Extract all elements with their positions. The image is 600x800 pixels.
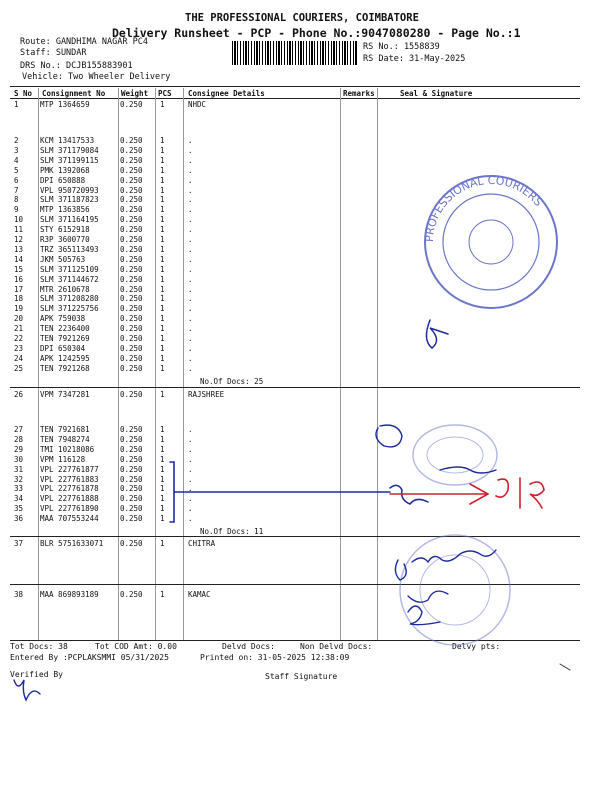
cell-sno: 3 — [14, 145, 19, 155]
cell-cno: DPI 650304 — [40, 343, 86, 353]
cell-weight: 0.250 — [120, 494, 143, 504]
staff-signature-label: Staff Signature — [265, 672, 338, 681]
cell-cno: SLM 371187823 — [40, 195, 99, 205]
cell-weight: 0.250 — [120, 474, 143, 484]
cell-pcs: 1 — [160, 294, 165, 304]
cell-pcs: 1 — [160, 205, 165, 215]
cell-weight: 0.250 — [120, 254, 143, 264]
cell-weight: 0.250 — [120, 165, 143, 175]
cell-dot: . — [188, 175, 193, 185]
cell-dot: . — [188, 185, 193, 195]
runsheet-title: Delivery Runsheet - PCP - Phone No.:9047080280 - Page No.:1 — [112, 26, 521, 40]
cell-sno: 11 — [14, 225, 24, 235]
total-cod: Tot COD Amt: 0.00 — [95, 642, 177, 651]
cell-sno: 33 — [14, 484, 24, 494]
cell-dot: . — [188, 136, 193, 145]
cell-dot: . — [188, 274, 193, 284]
cell-cno: TEN 2236400 — [40, 324, 90, 334]
cell-weight: 0.250 — [120, 155, 143, 165]
cell-cno: TEN 7948274 — [40, 434, 90, 444]
table-row: 37 BLR 5751633071 0.250 1 CHITRA — [14, 539, 216, 548]
stamp-text: PROFESSIONAL COURIERS — [422, 173, 545, 243]
cell-weight: 0.250 — [120, 514, 143, 524]
cell-pcs: 1 — [160, 504, 165, 514]
cell-cno: VPL 227761890 — [40, 504, 99, 514]
total-docs: Tot Docs: 38 — [10, 642, 68, 651]
cell-weight: 0.250 — [120, 334, 143, 343]
cell-dot: . — [188, 155, 193, 165]
cell-sno: 2 — [14, 136, 19, 145]
cell-dot: . — [188, 454, 193, 464]
cell-sno: 17 — [14, 284, 24, 294]
rs-number: RS No.: 1558839 — [363, 42, 440, 52]
cell-weight: 0.250 — [120, 304, 143, 314]
cell-dot: . — [188, 195, 193, 205]
cell-sno: 31 — [14, 464, 24, 474]
cell-weight: 0.250 — [120, 434, 143, 444]
cell-sno: 36 — [14, 514, 24, 524]
cell-sno: 34 — [14, 494, 24, 504]
cell-weight: 0.250 — [120, 484, 143, 494]
cell-pcs: 1 — [160, 324, 165, 334]
rs-date: RS Date: 31-May-2025 — [363, 54, 466, 64]
cell-dot: . — [188, 363, 193, 373]
cell-pcs: 1 — [160, 244, 165, 254]
cell-sno: 10 — [14, 215, 24, 225]
cell-dot: . — [188, 514, 193, 524]
cell-dot: . — [188, 294, 193, 304]
cell-dot: . — [188, 244, 193, 254]
cell-cno: VPL 227761883 — [40, 474, 99, 484]
cell-pcs: 1 — [160, 274, 165, 284]
cell-cno: KCM 13417533 — [40, 136, 95, 145]
cell-weight: 0.250 — [120, 185, 143, 195]
cell-cno: JKM 505763 — [40, 254, 86, 264]
cell-sno: 24 — [14, 353, 24, 363]
cell-cno: STY 6152918 — [40, 225, 90, 235]
printed-on: Printed on: 31-05-2025 12:38:09 — [200, 653, 350, 662]
cell-weight: 0.250 — [120, 264, 143, 274]
vehicle: Vehicle: Two Wheeler Delivery — [22, 72, 171, 82]
cell-weight: 0.250 — [120, 363, 143, 373]
cell-cno: SLM 371225756 — [40, 304, 99, 314]
cell-cno: TMI 10218086 — [40, 444, 95, 454]
cell-dot: . — [188, 353, 193, 363]
cell-pcs: 1 — [160, 494, 165, 504]
cell-dot: . — [188, 284, 193, 294]
cell-pcs: 1 — [160, 264, 165, 274]
cell-cno: R3P 3600770 — [40, 235, 90, 244]
cell-pcs: 1 — [160, 464, 165, 474]
cell-dot: . — [188, 444, 193, 454]
table-row: 26 VPM 7347281 0.250 1 RAJSHREE — [14, 390, 225, 399]
cell-weight: 0.250 — [120, 136, 143, 145]
cell-weight: 0.250 — [120, 274, 143, 284]
cell-sno: 29 — [14, 444, 24, 454]
cell-pcs: 1 — [160, 314, 165, 324]
cell-pcs: 1 — [160, 254, 165, 264]
company-title: THE PROFESSIONAL COURIERS, COIMBATORE — [185, 12, 419, 24]
cell-weight: 0.250 — [120, 284, 143, 294]
cell-sno: 6 — [14, 175, 19, 185]
cell-sno: 12 — [14, 235, 24, 244]
col-pcs: PCS — [158, 89, 172, 98]
stamp-seal — [423, 174, 557, 308]
cell-cno: VPL 227761888 — [40, 494, 99, 504]
cell-weight: 0.250 — [120, 425, 143, 434]
cell-cno: VPL 227761877 — [40, 464, 99, 474]
cell-dot: . — [188, 235, 193, 244]
cell-weight: 0.250 — [120, 225, 143, 235]
cell-weight: 0.250 — [120, 244, 143, 254]
cell-weight: 0.250 — [120, 324, 143, 334]
cell-weight: 0.250 — [120, 504, 143, 514]
cell-pcs: 1 — [160, 484, 165, 494]
cell-weight: 0.250 — [120, 195, 143, 205]
cell-pcs: 1 — [160, 454, 165, 464]
cell-dot: . — [188, 225, 193, 235]
cell-sno: 16 — [14, 274, 24, 284]
cell-weight: 0.250 — [120, 145, 143, 155]
cell-sno: 7 — [14, 185, 19, 195]
table-row: 38 MAA 869893189 0.250 1 KAMAC — [14, 590, 211, 599]
cell-pcs: 1 — [160, 284, 165, 294]
table-row: 1 MTP 1364659 0.250 1 NHDC — [14, 100, 207, 109]
cell-sno: 28 — [14, 434, 24, 444]
cell-pcs: 1 — [160, 363, 165, 373]
cell-sno: 4 — [14, 155, 19, 165]
cell-pcs: 1 — [160, 145, 165, 155]
delivered-docs: Delvd Docs: — [222, 642, 275, 651]
cell-pcs: 1 — [160, 434, 165, 444]
cell-sno: 22 — [14, 334, 24, 343]
cell-cno: TEN 7921269 — [40, 334, 90, 343]
handwriting — [14, 320, 570, 700]
cell-dot: . — [188, 504, 193, 514]
cell-pcs: 1 — [160, 425, 165, 434]
cell-weight: 0.250 — [120, 343, 143, 353]
entered-by: Entered By :PCPLAKSMMI 05/31/2025 — [10, 653, 169, 662]
cell-cno: VPM 116128 — [40, 454, 86, 464]
cell-pcs: 1 — [160, 165, 165, 175]
cell-pcs: 1 — [160, 514, 165, 524]
cell-dot: . — [188, 334, 193, 343]
cell-cno: SLM 371179084 — [40, 145, 99, 155]
cell-sno: 19 — [14, 304, 24, 314]
cell-dot: . — [188, 434, 193, 444]
cell-pcs: 1 — [160, 136, 165, 145]
cell-dot: . — [188, 464, 193, 474]
cell-sno: 14 — [14, 254, 24, 264]
cell-cno: TEN 7921681 — [40, 425, 90, 434]
cell-dot: . — [188, 215, 193, 225]
cell-dot: . — [188, 324, 193, 334]
svg-text:PROFESSIONAL COURIERS — [423, 174, 545, 242]
cell-cno: SLM 371208280 — [40, 294, 99, 304]
cell-weight: 0.250 — [120, 314, 143, 324]
cell-pcs: 1 — [160, 225, 165, 235]
staff: Staff: SUNDAR — [20, 48, 87, 58]
cell-sno: 23 — [14, 343, 24, 353]
cell-sno: 35 — [14, 504, 24, 514]
cell-cno: PMK 1392068 — [40, 165, 90, 175]
cell-cno: APK 759038 — [40, 314, 86, 324]
cell-dot: . — [188, 165, 193, 175]
cell-dot: . — [188, 474, 193, 484]
cell-cno: DPI 650888 — [40, 175, 86, 185]
cell-sno: 13 — [14, 244, 24, 254]
stamp-seal-faint — [400, 425, 510, 645]
cell-weight: 0.250 — [120, 454, 143, 464]
cell-cno: TRZ 365113493 — [40, 244, 99, 254]
cell-dot: . — [188, 425, 193, 434]
cell-pcs: 1 — [160, 175, 165, 185]
cell-cno: TEN 7921268 — [40, 363, 90, 373]
drs-number: DRS No.: DCJB155883901 — [20, 61, 133, 71]
cell-dot: . — [188, 343, 193, 353]
cell-pcs: 1 — [160, 353, 165, 363]
cell-sno: 15 — [14, 264, 24, 274]
cell-pcs: 1 — [160, 304, 165, 314]
cell-sno: 25 — [14, 363, 24, 373]
cell-cno: MTP 1363856 — [40, 205, 90, 215]
col-remarks: Remarks — [343, 89, 375, 98]
cell-weight: 0.250 — [120, 353, 143, 363]
cell-pcs: 1 — [160, 343, 165, 353]
verified-by: Verified By — [10, 670, 63, 679]
cell-cno: SLM 371125109 — [40, 264, 99, 274]
col-weight: Weight — [121, 89, 149, 98]
cell-weight: 0.250 — [120, 464, 143, 474]
cell-dot: . — [188, 254, 193, 264]
cell-sno: 32 — [14, 474, 24, 484]
cell-sno: 18 — [14, 294, 24, 304]
cell-dot: . — [188, 145, 193, 155]
cell-weight: 0.250 — [120, 175, 143, 185]
cell-weight: 0.250 — [120, 294, 143, 304]
cell-sno: 5 — [14, 165, 19, 175]
cell-pcs: 1 — [160, 215, 165, 225]
cell-pcs: 1 — [160, 195, 165, 205]
cell-cno: MAA 707553244 — [40, 514, 99, 524]
cell-cno: SLM 371144672 — [40, 274, 99, 284]
cell-dot: . — [188, 484, 193, 494]
cell-cno: APK 1242595 — [40, 353, 90, 363]
cell-sno: 27 — [14, 425, 24, 434]
cell-dot: . — [188, 304, 193, 314]
cell-cno: MTR 2610678 — [40, 284, 90, 294]
cell-dot: . — [188, 264, 193, 274]
cell-pcs: 1 — [160, 334, 165, 343]
col-seal: Seal & Signature — [400, 89, 473, 98]
cell-pcs: 1 — [160, 235, 165, 244]
cell-pcs: 1 — [160, 155, 165, 165]
cell-weight: 0.250 — [120, 205, 143, 215]
cell-weight: 0.250 — [120, 444, 143, 454]
cell-sno: 9 — [14, 205, 19, 215]
col-consignee: Consignee Details — [188, 89, 265, 98]
col-sno: S No — [14, 89, 33, 98]
col-consignment: Consignment No — [42, 89, 106, 98]
cell-cno: VPL 950720993 — [40, 185, 99, 195]
cell-dot: . — [188, 205, 193, 215]
cell-sno: 21 — [14, 324, 24, 334]
docs-count-b: No.Of Docs: 11 — [200, 527, 264, 536]
cell-sno: 20 — [14, 314, 24, 324]
cell-sno: 30 — [14, 454, 24, 464]
cell-dot: . — [188, 494, 193, 504]
non-delivered-docs: Non Delvd Docs: — [300, 642, 373, 651]
route: Route: GANDHIMA NAGAR PC4 — [20, 37, 148, 47]
cell-dot: . — [188, 314, 193, 324]
cell-weight: 0.250 — [120, 215, 143, 225]
cell-cno: VPL 227761878 — [40, 484, 99, 494]
cell-weight: 0.250 — [120, 235, 143, 244]
cell-pcs: 1 — [160, 444, 165, 454]
docs-count-a: No.Of Docs: 25 — [200, 377, 264, 386]
cell-pcs: 1 — [160, 474, 165, 484]
cell-cno: SLM 371164195 — [40, 215, 99, 225]
cell-pcs: 1 — [160, 185, 165, 195]
delivery-points: Delvy pts: — [452, 642, 501, 651]
cell-cno: SLM 371199115 — [40, 155, 99, 165]
cell-sno: 8 — [14, 195, 19, 205]
